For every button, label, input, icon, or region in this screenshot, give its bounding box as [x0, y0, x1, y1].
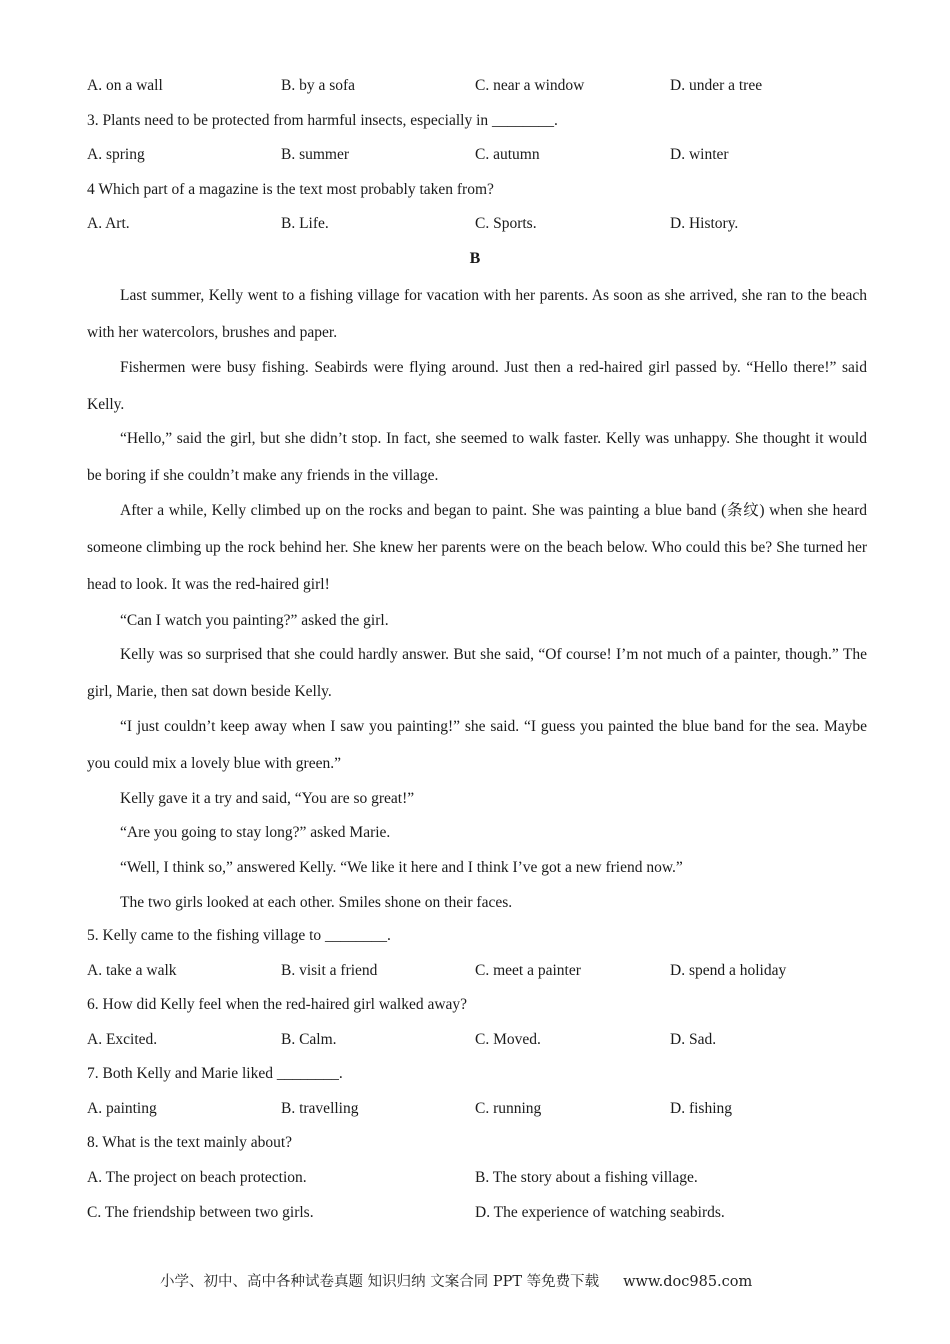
q3-options — [87, 146, 887, 168]
q6-option-c[interactable]: C. Moved. — [475, 1031, 541, 1048]
passage-paragraph: Kelly gave it a try and said, “You are so great!” — [120, 790, 415, 807]
q2-option-b[interactable]: B. by a sofa — [281, 77, 356, 94]
q3-option-c[interactable]: C. autumn — [475, 146, 540, 163]
passage-paragraph: “Well, I think so,” answered Kelly. “We like it here and I think I’ve got a new friend now.” — [120, 859, 683, 876]
q7-option-c[interactable]: C. running — [475, 1100, 542, 1117]
passage-paragraph: “Are you going to stay long?” asked Marie. — [120, 824, 391, 841]
q2-option-c[interactable]: C. near a window — [475, 77, 585, 94]
q8-options-row1 — [87, 1169, 887, 1191]
footer-text: 小学、初中、高中各种试卷真题 知识归纳 文案合同 PPT 等免费下载 — [160, 1274, 600, 1290]
q5-question: 5. Kelly came to the fishing village to ________. — [87, 927, 391, 944]
q7-option-a[interactable]: A. painting — [87, 1100, 157, 1117]
q4-option-a[interactable]: A. Art. — [87, 215, 130, 232]
q2-option-d[interactable]: D. under a tree — [670, 77, 763, 94]
q4-option-c[interactable]: C. Sports. — [475, 215, 537, 232]
q6-question: 6. How did Kelly feel when the red-haired girl walked away? — [87, 996, 468, 1013]
q8-option-c[interactable]: C. The friendship between two girls. — [87, 1204, 314, 1221]
passage-paragraph: After a while, Kelly climbed up on the rocks and began to paint. She was painting a blue band (条纹) when she heard someone climbing up the rock behind her. She knew her parents were on the beach below. Who could this be? She turned her head to look. It was the red-haired girl! — [87, 502, 867, 593]
q8-option-d[interactable]: D. The experience of watching seabirds. — [475, 1204, 725, 1221]
q6-options — [87, 1031, 887, 1053]
q7-option-d[interactable]: D. fishing — [670, 1100, 732, 1117]
q6-option-d[interactable]: D. Sad. — [670, 1031, 717, 1048]
q5-options — [87, 962, 887, 984]
q8-options-row2 — [87, 1204, 887, 1226]
q6-option-a[interactable]: A. Excited. — [87, 1031, 158, 1048]
q8-option-a[interactable]: A. The project on beach protection. — [87, 1169, 307, 1186]
q7-option-b[interactable]: B. travelling — [281, 1100, 359, 1117]
q3-option-a[interactable]: A. spring — [87, 146, 145, 163]
section-heading: B — [469, 250, 481, 267]
passage-paragraph: Fishermen were busy fishing. Seabirds were flying around. Just then a red-haired girl passed by. “Hello there!” said Kelly. — [87, 359, 867, 413]
page-footer — [160, 1270, 752, 1291]
q4-option-d[interactable]: D. History. — [670, 215, 739, 232]
q4-options — [87, 215, 887, 237]
passage-paragraph: The two girls looked at each other. Smiles shone on their faces. — [120, 894, 513, 911]
footer-url[interactable]: www.doc985.com — [623, 1274, 753, 1290]
passage-paragraph: “I just couldn’t keep away when I saw you painting!” she said. “I guess you painted the blue band for the sea. Maybe you could mix a lovely blue with green.” — [87, 718, 867, 772]
q2-options — [87, 77, 887, 99]
q2-option-a[interactable]: A. on a wall — [87, 77, 163, 94]
q8-option-b[interactable]: B. The story about a fishing village. — [475, 1169, 698, 1186]
q6-option-b[interactable]: B. Calm. — [281, 1031, 337, 1048]
q8-question: 8. What is the text mainly about? — [87, 1134, 293, 1151]
q5-option-b[interactable]: B. visit a friend — [281, 962, 378, 979]
q3-question: 3. Plants need to be protected from harmful insects, especially in ________. — [87, 112, 558, 129]
passage-paragraph: Last summer, Kelly went to a fishing village for vacation with her parents. As soon as she arrived, she ran to the beach with her watercolors, brushes and paper. — [87, 287, 867, 341]
q7-options — [87, 1100, 887, 1122]
q4-question: 4 Which part of a magazine is the text most probably taken from? — [87, 181, 494, 198]
q5-option-c[interactable]: C. meet a painter — [475, 962, 581, 979]
q7-question: 7. Both Kelly and Marie liked ________. — [87, 1065, 343, 1082]
q4-option-b[interactable]: B. Life. — [281, 215, 329, 232]
q3-option-b[interactable]: B. summer — [281, 146, 350, 163]
passage-paragraph: “Can I watch you painting?” asked the girl. — [120, 612, 389, 629]
q3-option-d[interactable]: D. winter — [670, 146, 729, 163]
passage-paragraph: Kelly was so surprised that she could hardly answer. But she said, “Of course! I’m not much of a painter, though.” The girl, Marie, then sat down beside Kelly. — [87, 646, 867, 700]
passage-paragraph: “Hello,” said the girl, but she didn’t stop. In fact, she seemed to walk faster. Kelly was unhappy. She thought it would be boring if she couldn’t make any friends in the village. — [87, 430, 867, 484]
q5-option-d[interactable]: D. spend a holiday — [670, 962, 787, 979]
q5-option-a[interactable]: A. take a walk — [87, 962, 177, 979]
